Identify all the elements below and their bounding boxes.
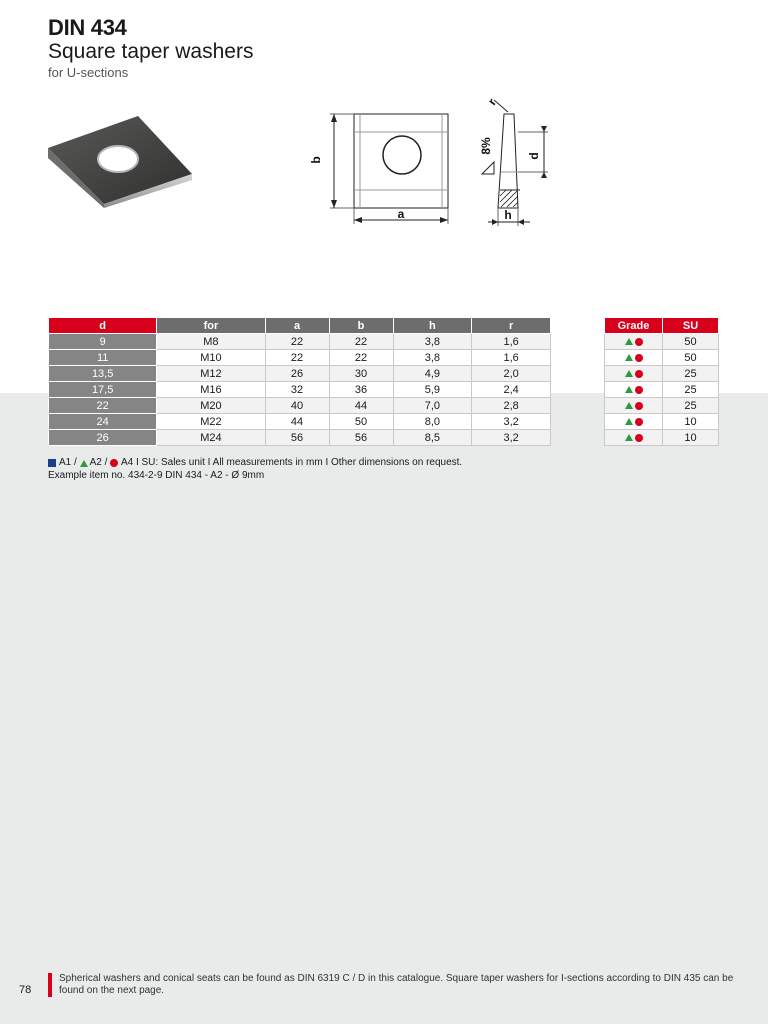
dim-label-r: r xyxy=(484,95,500,108)
cell-r: 3,2 xyxy=(472,430,551,446)
cell-r: 1,6 xyxy=(472,350,551,366)
cell-su: 25 xyxy=(663,382,719,398)
grade-legend xyxy=(48,456,462,471)
table-row xyxy=(605,382,719,398)
cell-h: 8,0 xyxy=(393,414,472,430)
cell-d: 26 xyxy=(49,430,157,446)
cell-h: 3,8 xyxy=(393,350,472,366)
table-row xyxy=(605,366,719,382)
cell-for: M12 xyxy=(157,366,265,382)
cell-b: 56 xyxy=(329,430,393,446)
grade-cell xyxy=(605,334,663,350)
col-header-r: r xyxy=(472,318,551,334)
cell-for: M24 xyxy=(157,430,265,446)
a2-triangle-icon xyxy=(625,370,633,377)
cell-a: 26 xyxy=(265,366,329,382)
table-row xyxy=(49,414,551,430)
cell-h: 5,9 xyxy=(393,382,472,398)
cell-d: 22 xyxy=(49,398,157,414)
a2-triangle-icon xyxy=(625,418,633,425)
a4-dot-icon xyxy=(635,338,643,346)
dimensions-table xyxy=(48,317,551,446)
grade-cell xyxy=(605,414,663,430)
table-row xyxy=(49,350,551,366)
cell-su: 10 xyxy=(663,430,719,446)
grey-background-band xyxy=(0,393,768,1024)
a4-dot-icon xyxy=(635,386,643,394)
legend-a2: A2 xyxy=(89,457,102,468)
cell-d: 11 xyxy=(49,350,157,366)
grade-cell xyxy=(605,350,663,366)
cell-b: 44 xyxy=(329,398,393,414)
dim-label-b: b xyxy=(309,156,323,164)
cell-a: 22 xyxy=(265,350,329,366)
a4-dot-icon xyxy=(635,354,643,362)
dim-label-d: d xyxy=(527,152,541,160)
cell-r: 2,8 xyxy=(472,398,551,414)
cell-b: 22 xyxy=(329,350,393,366)
cell-for: M22 xyxy=(157,414,265,430)
page-number: 78 xyxy=(19,984,32,996)
example-item-number: Example item no. 434-2-9 DIN 434 - A2 - Ø 9mm xyxy=(48,470,265,481)
table-row xyxy=(49,334,551,350)
cell-h: 3,8 xyxy=(393,334,472,350)
cell-su: 50 xyxy=(663,350,719,366)
cell-r: 1,6 xyxy=(472,334,551,350)
a4-dot-icon xyxy=(635,418,643,426)
a4-dot-icon xyxy=(635,434,643,442)
a1-square-icon xyxy=(48,459,56,467)
a2-triangle-icon xyxy=(625,402,633,409)
cell-r: 2,4 xyxy=(472,382,551,398)
a2-triangle-icon xyxy=(625,386,633,393)
cell-a: 32 xyxy=(265,382,329,398)
cell-h: 8,5 xyxy=(393,430,472,446)
cell-h: 7,0 xyxy=(393,398,472,414)
legend-separator: / xyxy=(104,457,108,468)
cell-b: 22 xyxy=(329,334,393,350)
table-row xyxy=(605,398,719,414)
footer-accent-bar xyxy=(48,973,52,997)
legend-a4: A4 xyxy=(120,457,134,468)
cell-su: 50 xyxy=(663,334,719,350)
table-row xyxy=(605,350,719,366)
dim-label-h: h xyxy=(504,208,512,222)
cell-r: 2,0 xyxy=(472,366,551,382)
legend-note: I SU: Sales unit I All measurements in mm I Other dimensions on request. xyxy=(135,457,463,468)
cell-b: 36 xyxy=(329,382,393,398)
table-row xyxy=(605,414,719,430)
washer-photo xyxy=(46,108,196,210)
col-header-su: SU xyxy=(663,318,719,334)
col-header-b: b xyxy=(329,318,393,334)
cell-for: M16 xyxy=(157,382,265,398)
table-row xyxy=(49,398,551,414)
cell-su: 10 xyxy=(663,414,719,430)
a4-dot-icon xyxy=(635,402,643,410)
a4-dot-icon xyxy=(110,459,118,467)
cell-su: 25 xyxy=(663,366,719,382)
cell-d: 24 xyxy=(49,414,157,430)
a4-dot-icon xyxy=(635,370,643,378)
cell-a: 56 xyxy=(265,430,329,446)
table-row xyxy=(605,334,719,350)
col-header-grade: Grade xyxy=(605,318,663,334)
cell-d: 17,5 xyxy=(49,382,157,398)
page-title: Square taper washers xyxy=(48,40,254,63)
technical-drawing xyxy=(308,92,568,232)
dim-label-slope: 8% xyxy=(479,137,493,155)
grade-table xyxy=(604,317,719,446)
cell-d: 13,5 xyxy=(49,366,157,382)
grade-cell xyxy=(605,366,663,382)
cell-su: 25 xyxy=(663,398,719,414)
table-row xyxy=(605,430,719,446)
a2-triangle-icon xyxy=(625,434,633,441)
cell-b: 30 xyxy=(329,366,393,382)
grade-cell xyxy=(605,398,663,414)
legend-a1: A1 xyxy=(59,457,72,468)
col-header-a: a xyxy=(265,318,329,334)
grade-cell xyxy=(605,430,663,446)
cell-a: 22 xyxy=(265,334,329,350)
col-header-d: d xyxy=(49,318,157,334)
cell-a: 40 xyxy=(265,398,329,414)
a2-triangle-icon xyxy=(625,354,633,361)
cell-for: M10 xyxy=(157,350,265,366)
cell-d: 9 xyxy=(49,334,157,350)
legend-separator: / xyxy=(74,457,77,468)
cell-a: 44 xyxy=(265,414,329,430)
col-header-for: for xyxy=(157,318,265,334)
page-subtitle: for U-sections xyxy=(48,65,129,80)
a2-triangle-icon xyxy=(80,460,88,467)
table-row xyxy=(49,382,551,398)
cell-r: 3,2 xyxy=(472,414,551,430)
cell-b: 50 xyxy=(329,414,393,430)
cell-h: 4,9 xyxy=(393,366,472,382)
footer-note: Spherical washers and conical seats can be found as DIN 6319 C / D in this catalogue. Square taper washers for I-sections according to DIN 435 can be found on the next page. xyxy=(59,973,734,996)
dim-label-a: a xyxy=(397,207,405,221)
table-row xyxy=(49,366,551,382)
col-header-h: h xyxy=(393,318,472,334)
cell-for: M20 xyxy=(157,398,265,414)
table-row xyxy=(49,430,551,446)
cell-for: M8 xyxy=(157,334,265,350)
product-code: DIN 434 xyxy=(48,15,127,40)
a2-triangle-icon xyxy=(625,338,633,345)
grade-cell xyxy=(605,382,663,398)
